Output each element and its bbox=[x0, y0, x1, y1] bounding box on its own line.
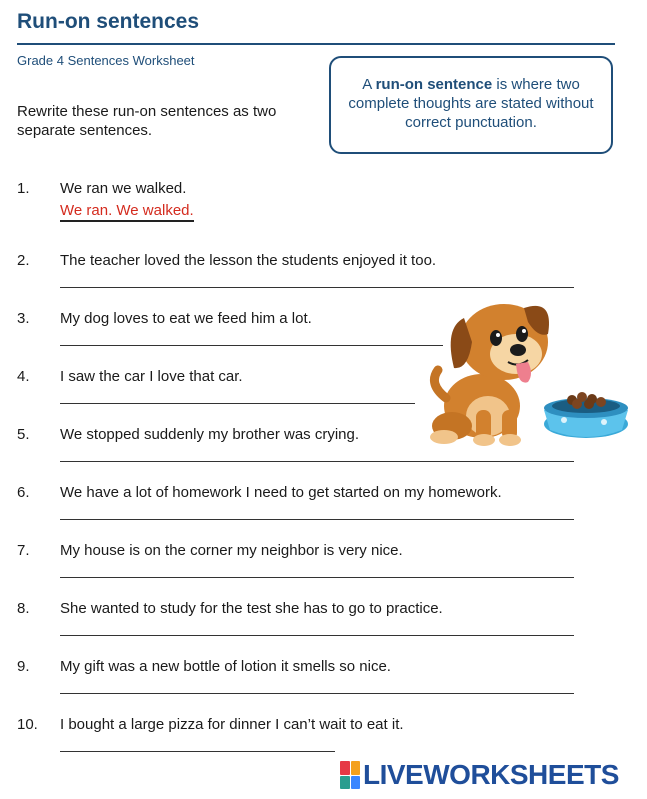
answer-line[interactable] bbox=[60, 750, 335, 752]
question-number: 10. bbox=[17, 716, 38, 733]
title-divider bbox=[17, 43, 615, 45]
question-6 bbox=[0, 484, 647, 542]
instructions: Rewrite these run-on sentences as two separate sentences. bbox=[17, 103, 277, 139]
question-sentence: My gift was a new bottle of lotion it smells so nice. bbox=[60, 658, 391, 675]
question-sentence: We have a lot of homework I need to get started on my homework. bbox=[60, 484, 502, 501]
liveworksheets-logo bbox=[340, 758, 619, 792]
definition-term: run-on sentence bbox=[375, 76, 493, 93]
logo-text: LIVEWORKSHEETS bbox=[363, 759, 619, 790]
answer-line[interactable] bbox=[60, 460, 574, 462]
question-8 bbox=[0, 600, 647, 658]
question-sentence: We stopped suddenly my brother was crying. bbox=[60, 426, 360, 443]
question-sentence: My dog loves to eat we feed him a lot. bbox=[60, 310, 312, 327]
question-number: 5. bbox=[17, 426, 30, 443]
definition-prefix: A bbox=[362, 76, 376, 93]
question-sentence: The teacher loved the lesson the students enjoyed it too. bbox=[60, 252, 437, 269]
answer-line[interactable] bbox=[60, 518, 574, 520]
question-number: 4. bbox=[17, 368, 30, 385]
answer-line[interactable] bbox=[60, 692, 574, 694]
page-title: Run-on sentences bbox=[17, 10, 200, 33]
answer-line[interactable] bbox=[60, 576, 574, 578]
question-sentence: I bought a large pizza for dinner I can’t wait to eat it. bbox=[60, 716, 404, 733]
question-number: 7. bbox=[17, 542, 30, 559]
question-sentence: We ran we walked. bbox=[60, 180, 187, 197]
question-number: 9. bbox=[17, 658, 30, 675]
logo-mark-icon bbox=[340, 761, 360, 789]
question-sentence: She wanted to study for the test she has to go to practice. bbox=[60, 600, 443, 617]
question-number: 1. bbox=[17, 180, 30, 197]
answer-line[interactable] bbox=[60, 344, 443, 346]
question-number: 3. bbox=[17, 310, 30, 327]
question-9 bbox=[0, 658, 647, 716]
question-number: 2. bbox=[17, 252, 30, 269]
answer-line[interactable] bbox=[60, 634, 574, 636]
question-number: 6. bbox=[17, 484, 30, 501]
answer-line[interactable] bbox=[60, 402, 415, 404]
definition-box bbox=[329, 56, 613, 154]
question-sentence: I saw the car I love that car. bbox=[60, 368, 243, 385]
question-number: 8. bbox=[17, 600, 30, 617]
worksheet-subtitle: Grade 4 Sentences Worksheet bbox=[17, 53, 195, 68]
puppy-illustration bbox=[424, 298, 634, 448]
answer-line[interactable] bbox=[60, 286, 574, 288]
question-1 bbox=[0, 180, 647, 238]
answer-field[interactable]: We ran. We walked. bbox=[60, 202, 194, 222]
question-sentence: My house is on the corner my neighbor is very nice. bbox=[60, 542, 403, 559]
question-7 bbox=[0, 542, 647, 600]
definition-text: is where two complete thoughts are stated without correct punctuation. bbox=[348, 76, 594, 131]
